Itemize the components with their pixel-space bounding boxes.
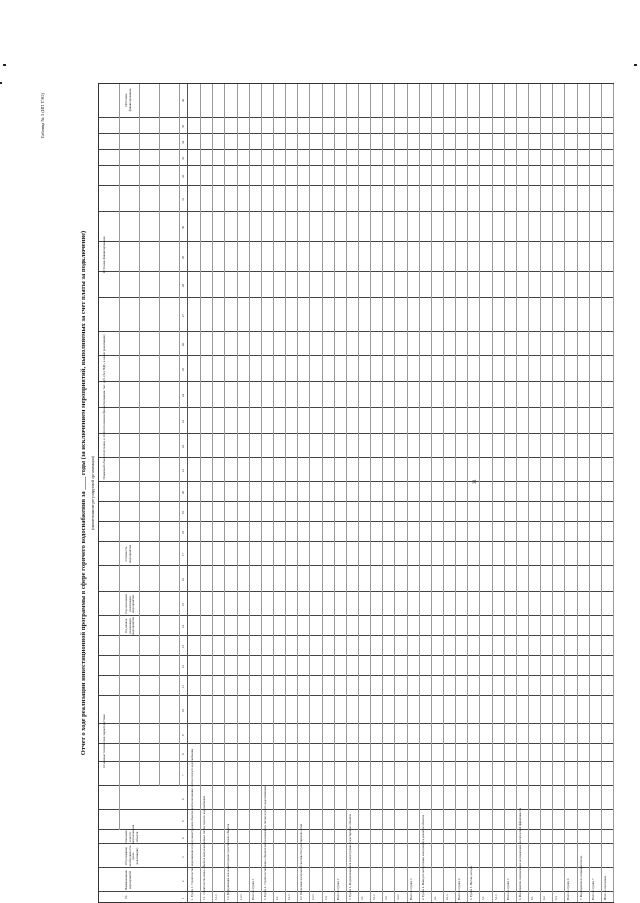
- table-row-line: [419, 84, 420, 902]
- column-number: 18: [181, 531, 185, 534]
- table-row-line: [285, 84, 286, 902]
- table-row-line: [322, 84, 323, 902]
- table-row-label: Всего по группе 2: [336, 878, 340, 900]
- table-column-divider: [99, 433, 613, 434]
- header-bottom-line: [187, 84, 188, 902]
- header-cell-params: Основные технические характеристики: [102, 714, 106, 768]
- table-row-line: [467, 84, 468, 902]
- column-number: 35: [181, 125, 185, 128]
- page-number: 31: [473, 479, 478, 484]
- column-number: 10: [181, 709, 185, 712]
- table-row-label: 7. Мероприятия по снижению потерь: [579, 855, 583, 900]
- table-row-line: [407, 84, 408, 902]
- table-column-divider: [99, 117, 613, 118]
- table-row-label: Всего по группе 6: [567, 878, 571, 900]
- table-row-line: [334, 84, 335, 902]
- table-row-line: [261, 84, 262, 902]
- table-row-line: [249, 84, 250, 902]
- table-row-label: 2.2. Увеличение пропускной способности существующих сетей: [300, 824, 304, 900]
- table-row-label: 5.1.1.: [494, 893, 498, 900]
- table-row-label: Всего по группе 7: [591, 878, 595, 900]
- table-row-label: 3.2.1.: [397, 893, 401, 900]
- table-row-line: [370, 84, 371, 902]
- table-column-divider: [99, 133, 613, 134]
- column-number: 12: [181, 665, 185, 668]
- header-divider: [139, 84, 140, 786]
- header-divider: [179, 84, 180, 786]
- table-row-line: [613, 84, 614, 902]
- column-number: 31: [181, 198, 185, 201]
- scan-edge-mark: [634, 64, 637, 66]
- column-number: 32: [181, 175, 185, 178]
- table-row-label: 1.1. Строительство новых объектов централизованных систем горячего водоснабжения: [203, 795, 207, 900]
- column-number: 36: [181, 99, 185, 102]
- table-row-label: 4.1.1.: [446, 893, 449, 900]
- table-column-divider: [99, 241, 613, 242]
- column-number: 9: [181, 734, 185, 736]
- table-column-divider: [99, 355, 613, 356]
- header-cell-year_start: Год начала реализации мероприятия: [124, 617, 136, 635]
- table-column-divider: [99, 211, 613, 212]
- table-row-label: 2.2.1.: [312, 893, 316, 900]
- column-number: 17: [181, 553, 185, 556]
- column-number: 1: [181, 897, 185, 899]
- table-row-label: Всего по группе 3: [409, 878, 413, 900]
- table-row-line: [200, 84, 201, 902]
- table-column-divider: [99, 271, 613, 272]
- table-row-line: [358, 84, 359, 902]
- column-number: 34: [181, 141, 185, 144]
- table-row-line: [589, 84, 590, 902]
- column-number: 13: [181, 645, 185, 648]
- table-row-line: [297, 84, 298, 902]
- column-number: 2: [181, 880, 185, 882]
- table-row-label: 1.2.1.: [239, 893, 243, 900]
- header-cell-descr: Описание и место расположения объекта: [124, 824, 139, 844]
- table-row-label: 2.3.: [324, 895, 328, 900]
- table-row-line: [516, 84, 517, 902]
- table-number: Таблица № 3 (ИП ТЭО): [40, 93, 45, 139]
- table-row-label: 2. Группа 2. Строительство новых объектов централизованных систем горячего водоснабжения: [263, 786, 267, 900]
- table-row-label: 6.1.: [531, 895, 534, 900]
- table-column-divider: [99, 149, 613, 150]
- table-row-label: 1.1.1.: [215, 893, 219, 900]
- header-cell-fin_src: Источник финансирования: [102, 236, 106, 274]
- column-number: 4: [181, 837, 185, 839]
- table-row-label: 4. Группа 4. Вывод из эксплуатации, консервация и демонтаж объектов: [421, 815, 425, 900]
- column-number: 19: [181, 511, 185, 514]
- header-divider: [119, 84, 120, 830]
- table-column-divider: [99, 185, 613, 186]
- table-row-line: [552, 84, 553, 902]
- table-column-divider: [99, 829, 613, 830]
- report-table: [98, 83, 614, 903]
- table-row-line: [394, 84, 395, 902]
- table-row-label: 6.2.: [543, 895, 547, 900]
- scan-edge-mark: [3, 64, 6, 66]
- header-cell-plan: Плановый объем получения, в этой исполнении финансирования, тыс. руб. (без НДС, в ценах реализации): [102, 334, 106, 480]
- table-row-line: [346, 84, 347, 902]
- column-number: 26: [181, 343, 185, 346]
- table-row-label: 3.1.: [361, 895, 364, 900]
- table-row-label: 2.1.1.: [288, 893, 292, 900]
- table-column-divider: [99, 407, 613, 408]
- table-row-line: [431, 84, 432, 902]
- table-column-divider: [99, 867, 613, 868]
- column-number: 16: [181, 578, 185, 581]
- table-column-divider: [99, 723, 613, 724]
- table-column-divider: [99, 381, 613, 382]
- column-number: 28: [181, 284, 185, 287]
- table-row-line: [492, 84, 493, 902]
- column-number: 21: [181, 469, 185, 472]
- table-row-label: 4.1.: [433, 895, 437, 900]
- table-column-divider: [99, 521, 613, 522]
- table-row-line: [224, 84, 225, 902]
- table-column-divider: [99, 843, 613, 844]
- column-number: 24: [181, 394, 185, 397]
- header-cell-state: Источник финансирования: [124, 88, 132, 112]
- table-row-label: 1. Группа 1. Строительство, модернизация и (или) реконструкция объектов централизованных систем горячего водоснабжения: [191, 748, 194, 900]
- table-column-divider: [99, 785, 613, 786]
- column-number: 15: [181, 603, 185, 606]
- table-row-label: Всего по группе 4: [458, 878, 462, 900]
- table-row-line: [382, 84, 383, 902]
- table-row-label: Всего по группе 5: [506, 878, 510, 900]
- header-cell-group: Наименование мероприятий: [124, 870, 132, 890]
- column-number: 25: [181, 368, 185, 371]
- column-number: 27: [181, 314, 185, 317]
- table-row-line: [212, 84, 213, 902]
- table-row-label: Итого по программе: [603, 875, 607, 900]
- report-title: Отчет о ходе реализации инвестиционной программы в сфере горячего водоснабжения за ____ годы (за исключением мероприятий, выполняемых за счет платы за подключение): [80, 230, 87, 756]
- table-column-divider: [99, 743, 613, 744]
- column-number: 22: [181, 445, 185, 448]
- table-row-label: 1.2. Модернизация или реконструкция существующих объектов: [227, 823, 231, 900]
- column-number: 33: [181, 157, 185, 160]
- column-number: 30: [181, 226, 185, 229]
- table-row-line: [237, 84, 238, 902]
- table-row-label: 3. Группа 3. Модернизация или реконструкция существующих объектов: [348, 814, 352, 900]
- table-column-divider: [99, 165, 613, 166]
- column-number: 7: [181, 774, 185, 776]
- table-row-label: 6.3.: [555, 895, 559, 900]
- column-number: 8: [181, 753, 185, 755]
- header-cell-year_end: Год окончания реализации мероприятия: [124, 594, 136, 614]
- table-row-line: [309, 84, 310, 902]
- table-row-line: [443, 84, 444, 902]
- table-column-divider: [99, 591, 613, 592]
- table-column-divider: [99, 297, 613, 298]
- table-row-line: [540, 84, 541, 902]
- table-column-divider: [99, 565, 613, 566]
- table-row-label: 5.1.: [482, 895, 486, 900]
- table-row-line: [601, 84, 602, 902]
- table-row-label: 5. Группа 5. Прочие расходы: [470, 865, 474, 900]
- column-number: 6: [181, 798, 185, 800]
- table-row-line: [455, 84, 456, 902]
- report-subtitle: (наименование регулируемой организации): [90, 455, 95, 531]
- table-column-divider: [99, 695, 613, 696]
- table-column-divider: [99, 655, 613, 656]
- column-number: 23: [181, 420, 185, 423]
- table-row-line: [577, 84, 578, 902]
- column-number: 20: [181, 491, 185, 494]
- table-column-divider: [99, 809, 613, 810]
- table-column-divider: [99, 891, 613, 892]
- table-row-label: 3.1.1.: [373, 893, 377, 900]
- column-number: 14: [181, 625, 185, 628]
- table-column-divider: [99, 615, 613, 616]
- table-row-line: [528, 84, 529, 902]
- table-column-divider: [99, 457, 613, 458]
- header-cell-num: №: [124, 895, 128, 899]
- table-row-line: [564, 84, 565, 902]
- table-column-divider: [99, 675, 613, 676]
- scan-edge-mark: [0, 82, 2, 84]
- column-number: 5: [181, 820, 185, 822]
- column-number: 29: [181, 256, 185, 259]
- table-column-divider: [99, 635, 613, 636]
- table-row-line: [273, 84, 274, 902]
- table-row-label: 2.1.: [276, 895, 279, 900]
- table-row-label: 3.2.: [385, 895, 389, 900]
- table-column-divider: [99, 331, 613, 332]
- table-row-line: [479, 84, 480, 902]
- rotated-sheet: [40, 83, 634, 903]
- table-column-divider: [99, 761, 613, 762]
- table-column-divider: [99, 541, 613, 542]
- header-divider: [159, 84, 160, 786]
- table-row-label: 6. Мероприятия, направленные на повышение экологической эффективности: [518, 807, 522, 900]
- column-number: 11: [181, 685, 185, 688]
- column-number: 3: [181, 856, 185, 858]
- header-cell-cost: Стоимость мероприятия: [124, 545, 132, 563]
- header-cell-obosnov: Обоснование необходимости (цель реализации): [124, 845, 139, 867]
- table-column-divider: [99, 501, 613, 502]
- table-column-divider: [99, 481, 613, 482]
- table-row-label: Всего по группе 1: [251, 878, 255, 900]
- table-row-line: [504, 84, 505, 902]
